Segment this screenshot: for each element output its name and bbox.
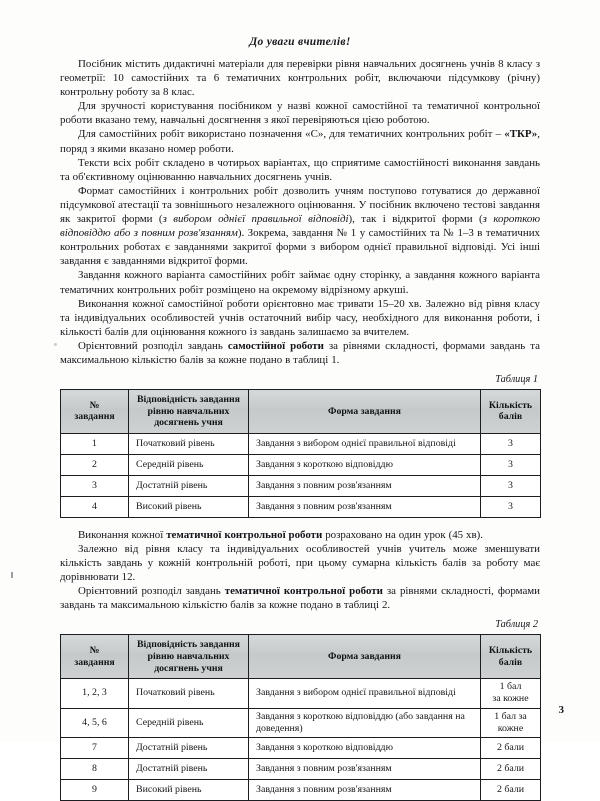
paragraph-8-part-a: Орієнтовний розподіл завдань [78, 339, 228, 352]
table-2-header-score [481, 635, 541, 679]
cell-score: 2 бали [481, 738, 541, 759]
cell-number: 3 [61, 475, 129, 496]
table-2-caption: Таблиця 2 [495, 619, 538, 631]
table-1-caption: Таблиця 1 [495, 374, 538, 386]
cell-score [481, 708, 541, 737]
table-row [61, 780, 541, 801]
table-row [61, 433, 541, 454]
header-level-line-1: Відповідність завдання [137, 394, 240, 406]
paragraph-3 [60, 127, 540, 155]
cell-level: Високий рівень [129, 780, 249, 801]
cell-number: 9 [61, 780, 129, 801]
score-line-2: за кожне [492, 693, 529, 705]
paragraph-3-part-c: , поряд з якими вказано номер роботи. [60, 128, 540, 155]
paragraph-4: Тексти всіх робіт складено в чотирьох варіантах, що сприятиме самостійності виконання завдань та об'єктивному оцінюванню навчальних досягнень учнів. [60, 156, 540, 183]
table-2-header-form: Форма завдання [249, 635, 481, 679]
paragraph-9 [60, 528, 540, 542]
paragraph-5-part-a: Формат самостійних і контрольних робіт дозволить учням поступово готуватися до державної підсумкової атестації та зовнішнього незалежного оцінювання. У посібник включено тестові завдання як закритої форми ( [60, 184, 540, 226]
term-thematic-control-work: тематичної контрольної роботи [166, 528, 323, 541]
table-row [61, 496, 541, 517]
header-score-line-2: балів [498, 411, 523, 423]
table-2-header-row [61, 635, 541, 679]
cell-number: 2 [61, 454, 129, 475]
cell-form: Завдання з повним розв'язанням [249, 475, 481, 496]
cell-form: Завдання з короткою відповіддю (або завдання на доведення) [249, 708, 481, 737]
paragraph-5-part-b: ), так і відкритої форми ( [348, 213, 483, 226]
closed-form-note: з вибором однієї правильної відповіді [162, 213, 349, 226]
paragraph-5-part-c: ). Зокрема, завдання № 1 у самостійних та № 1–3 в тематичних контрольних роботах є завданнями закритої форми з вибором однієї правильної відповіді. Усі інші завдання є завданнями відкритої форми. [60, 227, 540, 268]
paragraph-6: Завдання кожного варіанта самостійних робіт займає одну сторінку, а завдання кожного варіанта тематичних контрольних робіт розміщено на окремому відрізному аркуші. [60, 269, 540, 296]
header-number-line-2: завдання [74, 656, 115, 668]
cell-score: 2 бали [481, 759, 541, 780]
abbrev-tkr: «ТКР» [504, 128, 538, 141]
spacer [60, 518, 540, 528]
table-2-header-level [129, 635, 249, 679]
cell-level: Початковий рівень [129, 679, 249, 708]
paragraph-5 [60, 184, 540, 269]
paragraph-11-part-a: Орієнтовний розподіл завдань [78, 585, 225, 598]
cell-score: 3 [481, 496, 541, 517]
cell-number: 7 [61, 738, 129, 759]
cell-form: Завдання з повним розв'язанням [249, 759, 481, 780]
header-level-line-3: досягнень учня [154, 662, 223, 674]
open-form-note: з короткою відповіддю або з повним розв'язанням [60, 213, 541, 240]
cell-form: Завдання з вибором однієї правильної відповіді [249, 679, 481, 708]
cell-number: 4, 5, 6 [61, 708, 129, 737]
header-number-line-1: № [89, 399, 100, 411]
cell-level: Достатній рівень [129, 475, 249, 496]
cell-score: 3 [481, 454, 541, 475]
cell-number: 8 [61, 759, 129, 780]
table-assignment-distribution-1 [60, 389, 541, 518]
table-row [61, 759, 541, 780]
header-level-line-1: Відповідність завдання [137, 639, 240, 651]
paragraph-3-part-a: Для самостійних робіт використано позначення «С», для тематичних контрольних робіт – [78, 128, 505, 141]
table-row [61, 475, 541, 496]
paragraph-1: Посібник містить дидактичні матеріали для перевірки рівня навчальних досягнень учнів 8 класу з геометрії: 10 самостійних та 6 тематичних контрольних робіт, включаючи підсумкову (річну) контрольну роботу за 8 клас. [60, 58, 540, 99]
score-line-1: 1 бал за [494, 710, 527, 722]
cell-level: Достатній рівень [129, 738, 249, 759]
cell-form: Завдання з короткою відповіддю [249, 454, 481, 475]
cell-form: Завдання з короткою відповіддю [249, 738, 481, 759]
header-level-line-3: досягнень учня [154, 417, 223, 429]
header-level-line-2: рівню навчальних [147, 405, 230, 417]
paragraph-8 [60, 339, 540, 367]
cell-form: Завдання з вибором однієї правильної відповіді [249, 433, 481, 454]
cell-level: Середній рівень [129, 454, 249, 475]
header-score-line-1: Кількість [488, 645, 533, 657]
cell-score: 3 [481, 433, 541, 454]
table-1-header-row [61, 390, 541, 434]
cell-score [481, 679, 541, 708]
paragraph-7: Виконання кожної самостійної роботи орієнтовно має тривати 15–20 хв. Залежно від рівня класу та індивідуальних особливостей учнів остаточний вибір часу, необхідного для виконання роботи, і кількості балів для оцінювання кожного із завдань залишаємо за вчителем. [60, 297, 540, 338]
paragraph-11 [60, 584, 540, 612]
paragraph-10: Залежно від рівня класу та індивідуальних особливостей учнів учитель може зменшувати кількість завдань у кожній контрольній роботі, при цьому сумарна кількість балів за роботу має дорівнювати 12. [60, 542, 540, 584]
score-line-2: кожне [497, 722, 524, 734]
cell-number: 4 [61, 496, 129, 517]
cell-form: Завдання з повним розв'язанням [249, 496, 481, 517]
header-level-line-2: рівню навчальних [147, 651, 230, 662]
cell-level: Середній рівень [129, 708, 249, 737]
paragraph-9-part-b: розраховано на один урок (45 хв). [322, 528, 483, 541]
term-thematic-control-work-2: тематичної контрольної роботи [224, 585, 383, 598]
table-row [61, 679, 541, 708]
page-number: 3 [558, 704, 564, 716]
cell-level: Початковий рівень [129, 433, 249, 454]
cell-level: Високий рівень [129, 496, 249, 517]
cell-score: 2 бали [481, 780, 541, 801]
table-1-header-score [481, 390, 541, 434]
table-row [61, 454, 541, 475]
cell-level: Достатній рівень [129, 759, 249, 780]
cell-number: 1 [61, 433, 129, 454]
table-2-header-number [61, 635, 129, 679]
term-independent-work: самостійної роботи [227, 339, 324, 352]
paragraph-2: Для зручності користування посібником у назві кожної самостійної та тематичної контрольної роботи вказано тему, навчальні досягнення з якої перевіряються цією роботою. [60, 100, 540, 127]
score-line-1: 1 бал [499, 681, 522, 693]
paragraph-11-part-b: за рівнями складності, формами завдань та максимальною кількістю балів за кожне подано в таблиці 2. [60, 585, 540, 612]
table-row [61, 708, 541, 737]
table-assignment-distribution-2 [60, 634, 541, 801]
table-1-header-form: Форма завдання [249, 390, 481, 434]
cell-number: 1, 2, 3 [61, 679, 129, 708]
table-1-header-number [61, 390, 129, 434]
page-title: До уваги вчителів! [249, 36, 351, 48]
margin-speck [54, 343, 57, 346]
cell-form: Завдання з повним розв'язанням [249, 780, 481, 801]
table-row [61, 738, 541, 759]
margin-mark [11, 572, 13, 578]
paragraph-9-part-a: Виконання кожної [78, 528, 167, 541]
header-number-line-1: № [89, 645, 100, 657]
paragraph-8-part-b: за рівнями складності, формами завдань та максимальною кількістю балів за кожне подано в таблиці 1. [60, 339, 540, 366]
header-score-line-2: балів [498, 656, 523, 668]
cell-score: 3 [481, 475, 541, 496]
header-score-line-1: Кількість [488, 399, 533, 411]
header-number-line-2: завдання [74, 411, 115, 423]
table-1-header-level [129, 390, 249, 434]
page-content [60, 36, 540, 801]
